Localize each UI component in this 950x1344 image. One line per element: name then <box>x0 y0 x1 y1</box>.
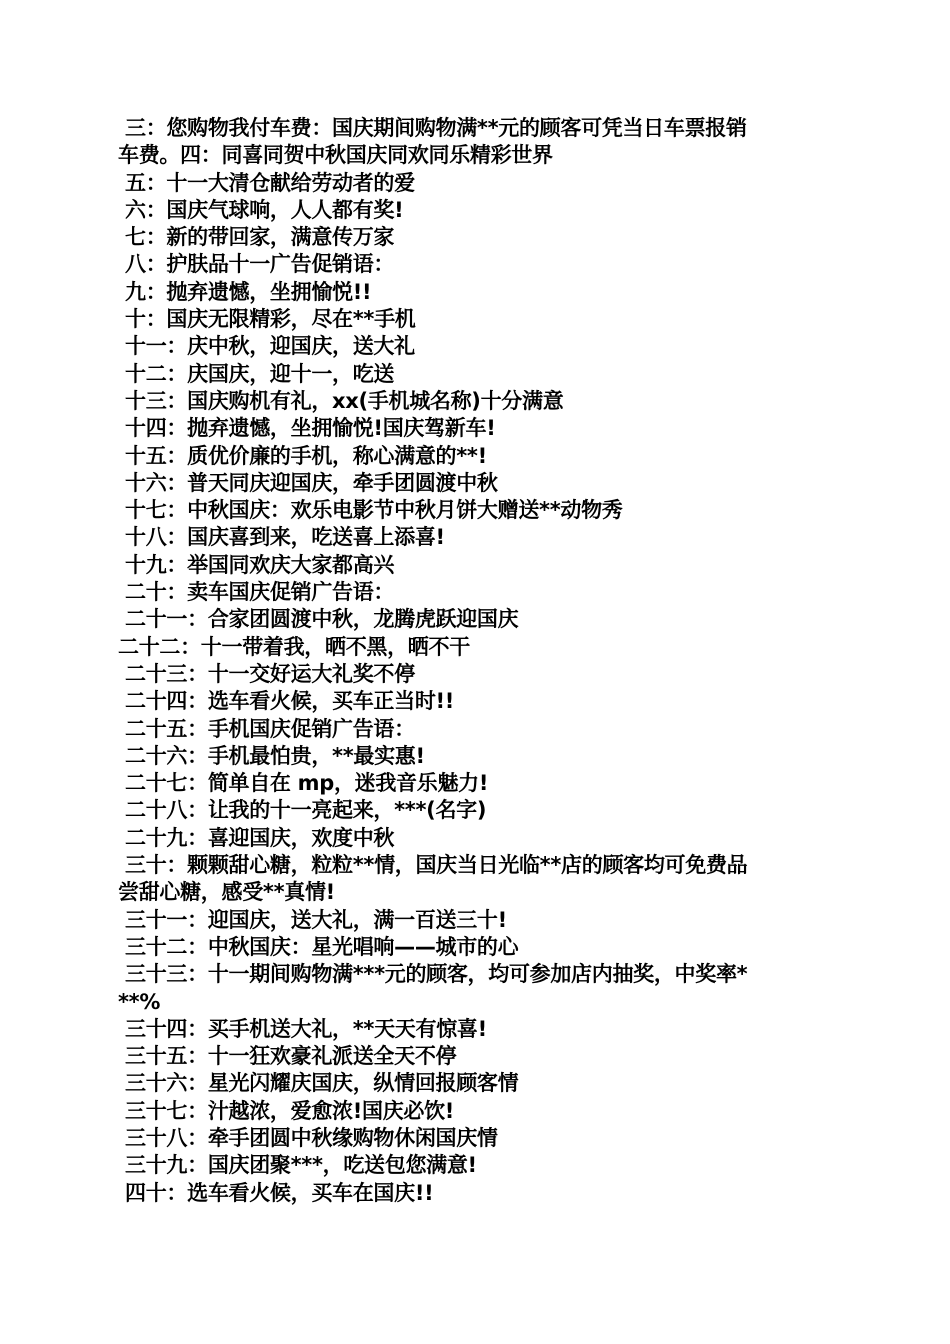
text-line: 十二：庆国庆，迎十一，吃送 <box>118 361 395 386</box>
text-line: 尝甜心糖，感受**真情! <box>118 880 335 905</box>
text-line: 三十四：买手机送大礼，**天天有惊喜! <box>118 1016 487 1041</box>
text-line: 十一：庆中秋，迎国庆，送大礼 <box>118 334 415 359</box>
document-page <box>118 115 838 1207</box>
text-line: 二十九：喜迎国庆，欢度中秋 <box>118 825 395 850</box>
text-line: 五：十一大清仓献给劳动者的爱 <box>118 170 415 195</box>
text-line: 二十二：十一带着我，晒不黑，晒不干 <box>118 634 470 659</box>
text-line: 二十四：选车看火候，买车正当时!! <box>118 689 455 714</box>
text-line: 三十九：国庆团聚***，吃送包您满意! <box>118 1153 477 1178</box>
text-line: 十八：国庆喜到来，吃送喜上添喜! <box>118 525 445 550</box>
text-line: 车费。四：同喜同贺中秋国庆同欢同乐精彩世界 <box>118 143 553 168</box>
text-line: 十：国庆无限精彩，尽在**手机 <box>118 307 416 332</box>
text-line: 四十：选车看火候，买车在国庆!! <box>118 1180 434 1205</box>
text-line: 八：护肤品十一广告促销语： <box>118 252 395 277</box>
text-line: **% <box>118 989 161 1014</box>
text-line: 十七：中秋国庆：欢乐电影节中秋月饼大赠送**动物秀 <box>118 498 623 523</box>
text-line: 二十：卖车国庆促销广告语： <box>118 580 395 605</box>
text-line: 三十三：十一期间购物满***元的顾客，均可参加店内抽奖，中奖率* <box>118 962 748 987</box>
text-line: 三十：颗颗甜心糖，粒粒**情，国庆当日光临**店的顾客均可免费品 <box>118 853 748 878</box>
text-line: 十五：质优价廉的手机，称心满意的**! <box>118 443 487 468</box>
text-line: 二十六：手机最怕贵，**最实惠! <box>118 743 425 768</box>
text-line: 二十一：合家团圆渡中秋，龙腾虎跃迎国庆 <box>118 607 519 632</box>
text-line: 十九：举国同欢庆大家都高兴 <box>118 552 395 577</box>
text-line: 十三：国庆购机有礼，xx(手机城名称)十分满意 <box>118 388 564 413</box>
text-line: 二十五：手机国庆促销广告语： <box>118 716 415 741</box>
text-line: 三十六：星光闪耀庆国庆，纵情回报顾客情 <box>118 1071 519 1096</box>
text-line: 三十二：中秋国庆：星光唱响——城市的心 <box>118 934 519 959</box>
text-line: 三：您购物我付车费：国庆期间购物满**元的顾客可凭当日车票报销 <box>118 116 747 140</box>
text-line: 二十七：简单自在 mp，迷我音乐魅力! <box>118 771 489 796</box>
text-line: 十六：普天同庆迎国庆，牵手团圆渡中秋 <box>118 470 498 495</box>
text-line: 三十五：十一狂欢豪礼派送全天不停 <box>118 1044 457 1069</box>
text-line: 二十三：十一交好运大礼奖不停 <box>118 661 415 686</box>
text-line: 六：国庆气球响，人人都有奖! <box>118 197 404 222</box>
text-line: 三十一：迎国庆，送大礼，满一百送三十! <box>118 907 507 932</box>
text-line: 三十七：汁越浓，爱愈浓!国庆必饮! <box>118 1098 455 1123</box>
text-line: 二十八：让我的十一亮起来，***(名字) <box>118 798 487 823</box>
text-line: 七：新的带回家，满意传万家 <box>118 225 395 250</box>
text-line: 三十八：牵手团圆中秋缘购物休闲国庆情 <box>118 1125 498 1150</box>
text-line: 九：抛弃遗憾，坐拥愉悦!! <box>118 279 372 304</box>
text-line: 十四：抛弃遗憾，坐拥愉悦!国庆驾新车! <box>118 416 496 441</box>
